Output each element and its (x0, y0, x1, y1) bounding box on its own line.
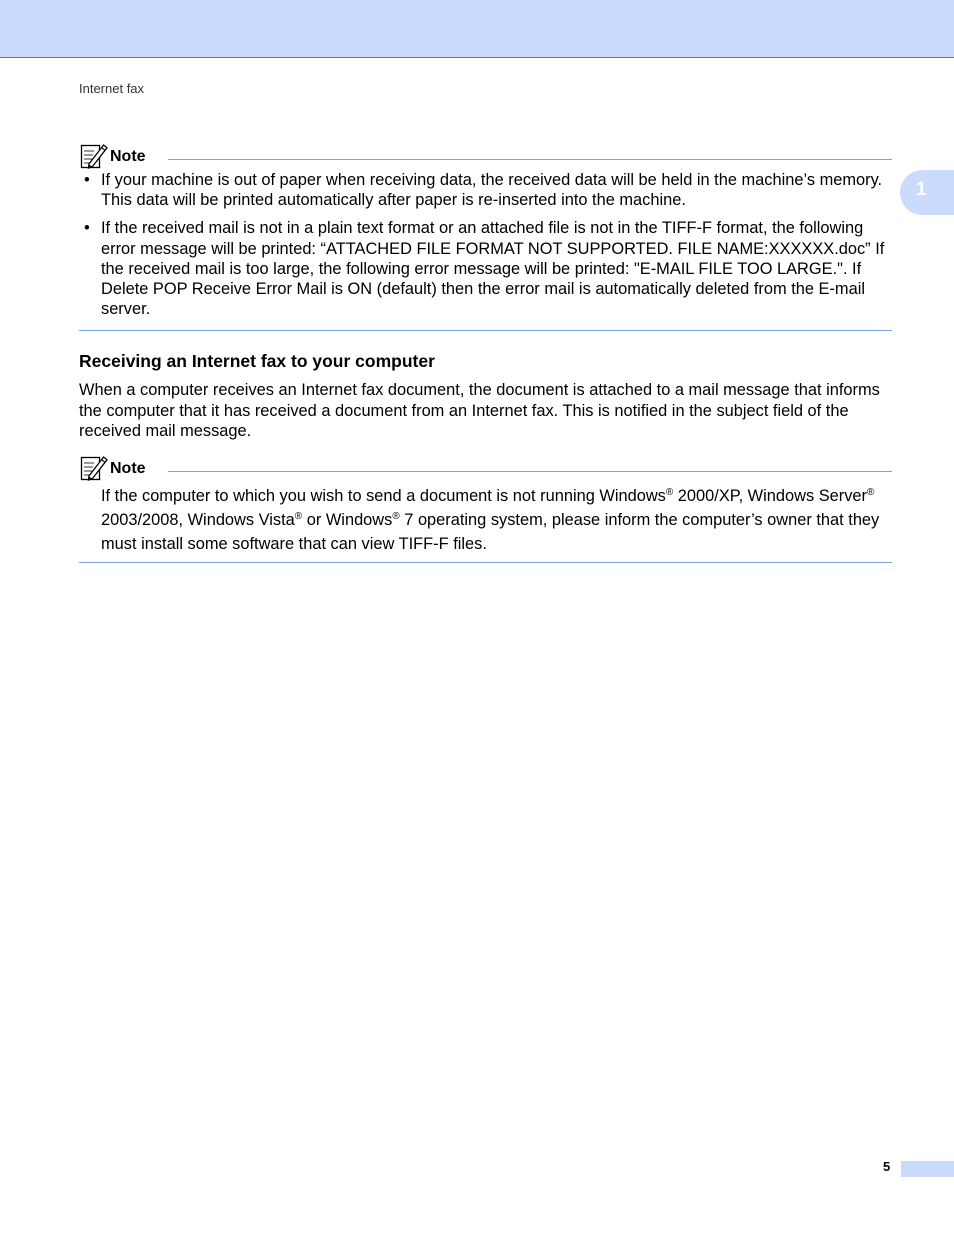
note-text: or Windows (302, 511, 393, 530)
list-item-text: If your machine is out of paper when receiving data, the received data will be held in the machine’s memory. This data will be printed automatically after paper is re-inserted into the machine. (101, 171, 883, 210)
bullet-icon: • (84, 171, 90, 189)
note-header (80, 454, 892, 482)
registered-mark: ® (665, 487, 674, 498)
note-text: 7 operating system, please inform the computer’s owner that they must install some software that can view TIFF-F files. (101, 511, 880, 554)
registered-mark: ® (392, 511, 400, 523)
section-paragraph: When a computer receives an Internet fax document, the document is attached to a mail message that informs the computer that it has received a document from an Internet fax. This is notified in the subject field of the received mail message. (79, 381, 880, 440)
note-bullet-list (79, 170, 899, 327)
list-item-text: If the received mail is not in a plain text format or an attached file is not in the TIFF-F format, the following error message will be printed: “ATTACHED FILE FORMAT NOT SUPPORTED. FILE NAME:XXXXXX.doc” If the received mail is too large, the following error message will be printed: "E-MAIL FILE TOO LARGE.". If Delete POP Receive Error Mail is ON (default) then the error mail is automatically deleted from the E-mail server. (101, 219, 885, 319)
note-title: Note (110, 460, 146, 477)
note-paragraph (101, 484, 891, 557)
bullet-icon: • (84, 219, 90, 238)
note-text: If the computer to which you wish to send a document is not running Windows (101, 487, 666, 505)
note-text: 2003/2008, Windows Vista (101, 511, 295, 530)
note-text: 2000/XP, Windows Server (673, 487, 867, 505)
list-item (79, 170, 899, 210)
chapter-tab (900, 170, 954, 215)
list-item (79, 218, 899, 319)
note-title: Note (110, 148, 146, 165)
registered-mark: ® (867, 487, 875, 498)
registered-mark: ® (294, 511, 303, 523)
note-top-rule (168, 159, 892, 160)
note-pencil-icon (80, 142, 108, 169)
header-band (0, 0, 954, 58)
note-bottom-rule (79, 562, 892, 563)
note-header (80, 142, 892, 170)
note-bottom-rule (79, 330, 892, 331)
chapter-number: 1 (916, 179, 927, 200)
running-header: Internet fax (79, 81, 145, 96)
page-tab (901, 1161, 954, 1177)
note-top-rule (168, 471, 892, 472)
page-number: 5 (883, 1159, 891, 1174)
section-heading: Receiving an Internet fax to your computer (79, 351, 435, 371)
note-pencil-icon (80, 454, 108, 481)
